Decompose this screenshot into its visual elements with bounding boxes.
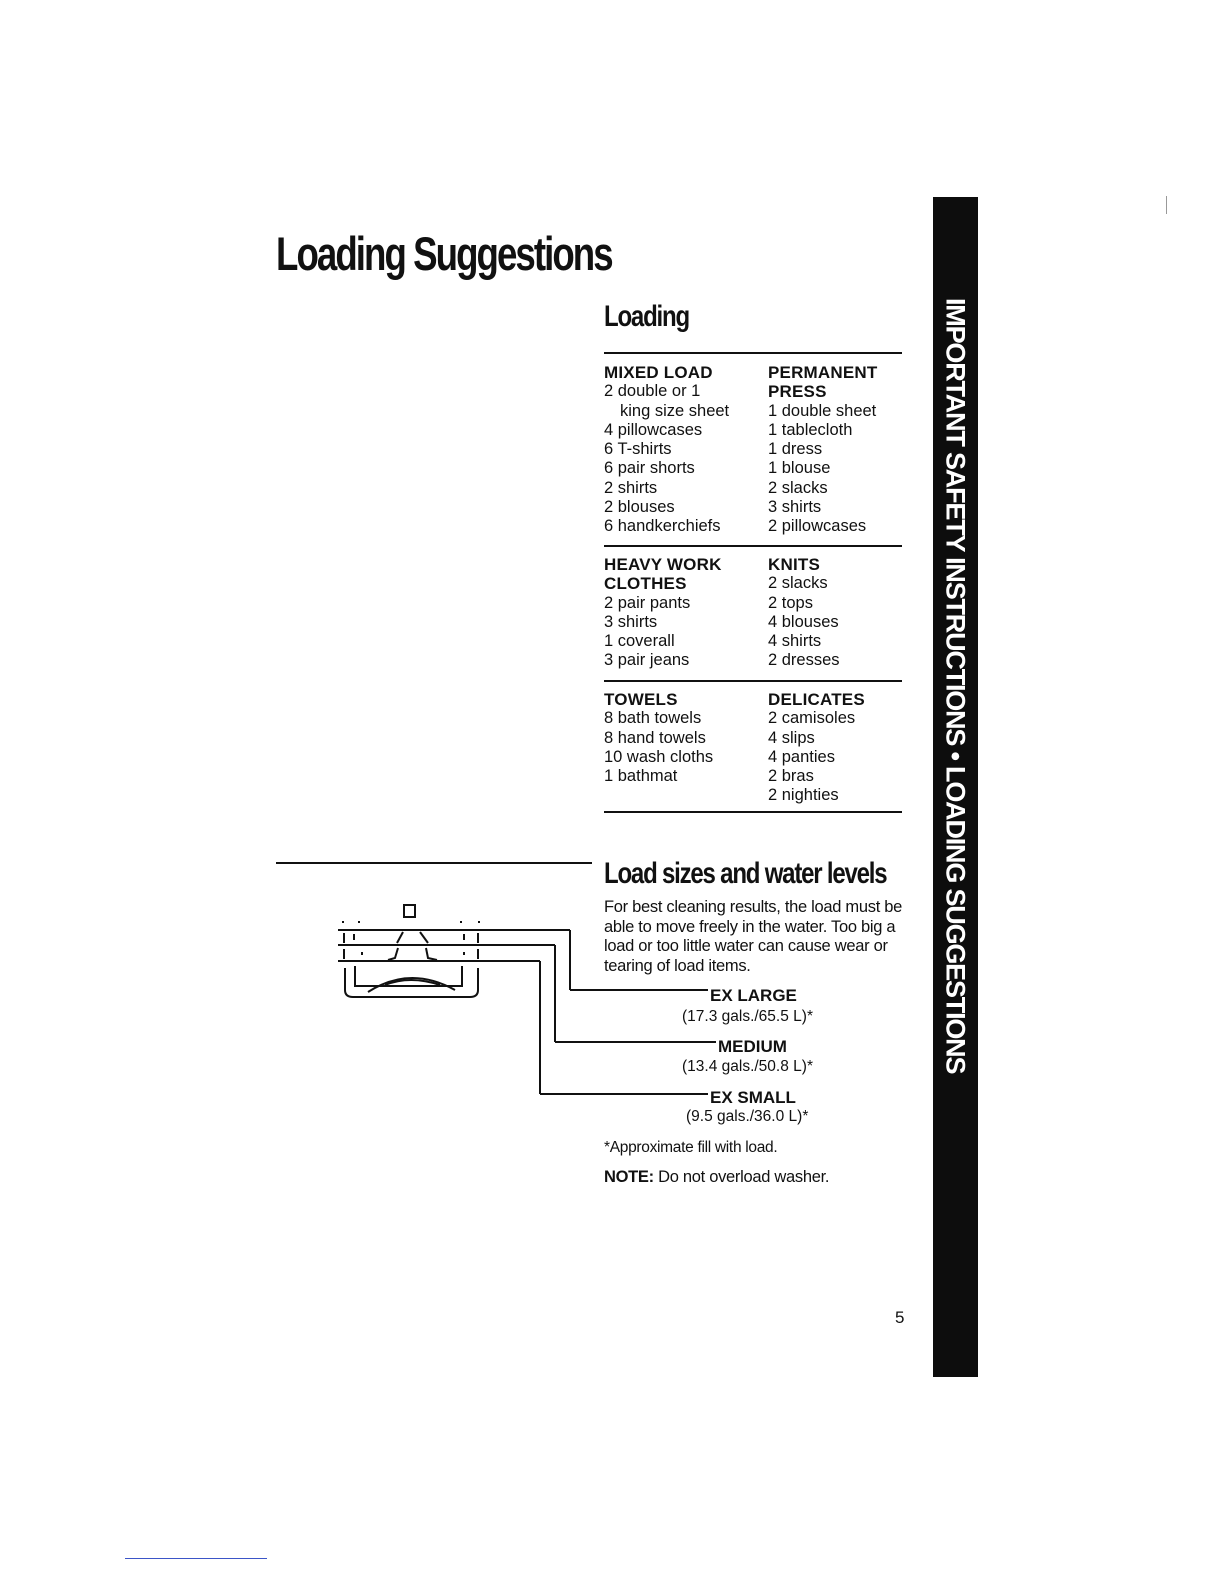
page-number: 5 [895,1308,905,1327]
list-item: 2 bras [768,767,814,786]
list-item: 4 slips [768,728,815,747]
list-item: 2 camisoles [768,709,856,728]
list-item: 2 slacks [768,574,828,593]
list-item: 2 dresses [768,651,840,670]
level-ex-small-volume: (9.5 gals./36.0 L)* [686,1108,809,1125]
list-item: 6 T-shirts [604,440,672,459]
note [604,1168,829,1188]
list-item: 3 shirts [604,612,658,631]
loading-heading: Loading [604,300,689,333]
list-item: 2 blouses [604,498,675,517]
category-label: KNITS [768,555,820,574]
category-label: HEAVY WORK CLOTHES [604,555,722,594]
category-label: MIXED LOAD [604,363,713,382]
load-sizes-heading: Load sizes and water levels [604,857,887,890]
footer-line [125,1558,267,1559]
list-item: 10 wash cloths [604,747,714,766]
list-item: 4 shirts [768,632,822,651]
level-ex-small: EX SMALL [710,1088,796,1107]
list-item: 4 pillowcases [604,420,703,439]
category-label: TOWELS [604,690,678,709]
list-item: 8 hand towels [604,728,706,747]
list-item: 1 dress [768,440,823,459]
list-item: 6 pair shorts [604,459,695,478]
list-item: 6 handkerchiefs [604,517,721,536]
list-item: 8 bath towels [604,709,702,728]
category-label: DELICATES [768,690,865,709]
side-tab-label: IMPORTANT SAFETY INSTRUCTIONS • LOADING SUGGESTIONS [940,298,971,1074]
list-item: 2 nighties [768,786,839,805]
list-item: 3 shirts [768,498,822,517]
level-medium-volume: (13.4 gals./50.8 L)* [682,1058,813,1075]
list-item: 1 bathmat [604,767,678,786]
list-item: 2 tops [768,593,813,612]
note-label: NOTE: [604,1168,654,1186]
list-item: 2 slacks [768,478,828,497]
level-medium: MEDIUM [718,1037,787,1056]
category-label: PERMANENT PRESS [768,363,878,402]
page-title: Loading Suggestions [276,227,612,280]
list-item: 3 pair jeans [604,651,690,670]
list-item: 1 blouse [768,459,831,478]
level-ex-large-volume: (17.3 gals./65.5 L)* [682,1008,813,1025]
list-item: 4 blouses [768,612,839,631]
list-item: king size sheet [620,401,730,420]
level-ex-large: EX LARGE [710,986,797,1005]
list-item: 1 coverall [604,632,675,651]
footnote: *Approximate fill with load. [604,1139,778,1156]
list-item: 2 shirts [604,478,658,497]
list-item: 1 double sheet [768,401,877,420]
knob-icon [404,905,415,917]
load-sizes-intro: For best cleaning results, the load must be able to move freely in the water. Too big a load or too little water can cause wear or tearing of load items. [604,898,903,975]
list-item: 2 pillowcases [768,517,867,536]
list-item: 2 double or 1 [604,382,701,401]
list-item: 4 panties [768,747,835,766]
note-text: Do not overload washer. [653,1168,830,1186]
list-item: 2 pair pants [604,593,691,612]
list-item: 1 tablecloth [768,420,853,439]
